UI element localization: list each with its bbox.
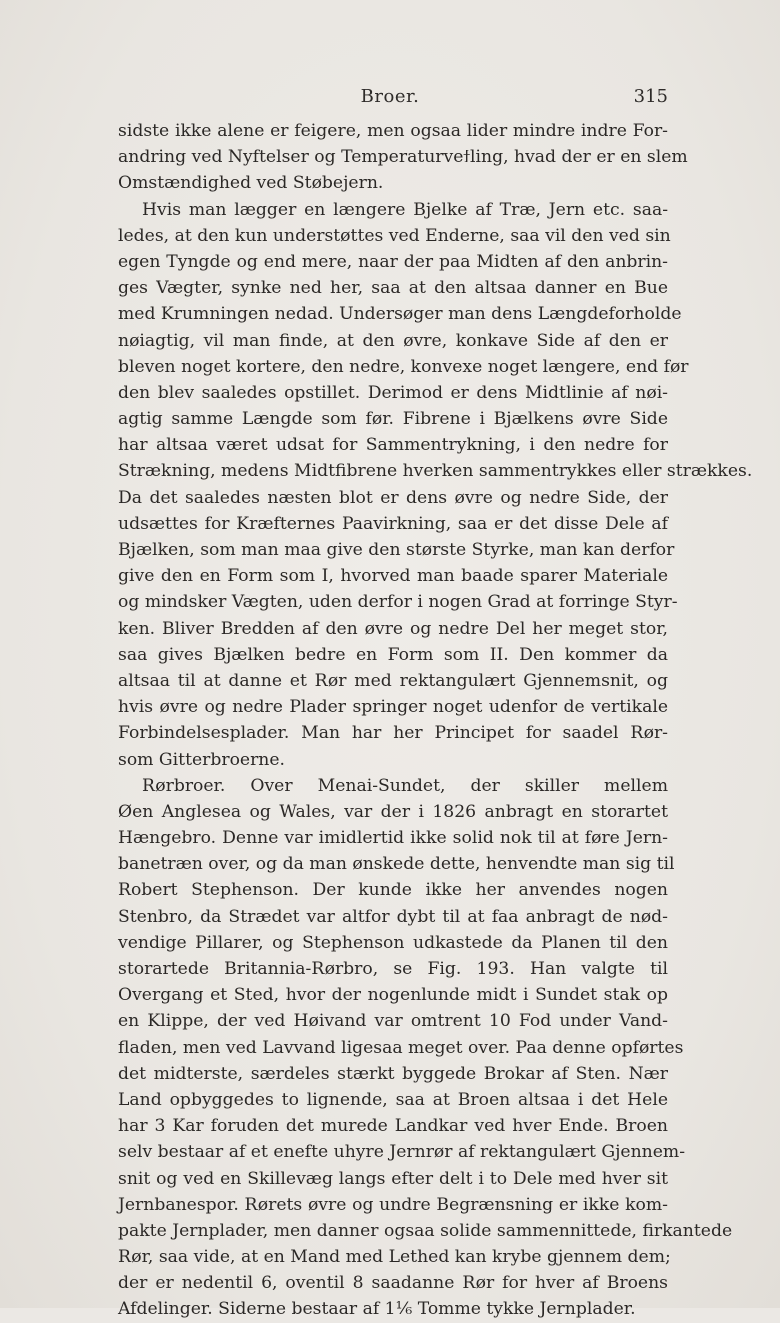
text-line: det midterste, særdeles stærkt byggede Brokar af Sten. Nær bbox=[118, 1063, 668, 1084]
text-line: give den en Form som I, hvorved man baade sparer Materiale bbox=[118, 566, 668, 587]
text-line: fladen, men ved Lavvand ligesaa meget over. Paa denne opførtes bbox=[118, 1037, 684, 1058]
text-line: Land opbyggedes to lignende, saa at Broen altsaa i det Hele bbox=[118, 1089, 668, 1110]
text-line: snit og ved en Skillevæg langs efter delt i to Dele med hver sit bbox=[118, 1168, 668, 1189]
text-line: med Krumningen nedad. Undersøger man dens Længdeforholde bbox=[118, 304, 682, 325]
text-line: Jernbanespor. Rørets øvre og undre Begrænsning er ikke kom- bbox=[118, 1194, 668, 1215]
text-line: Forbindelsesplader. Man har her Principet for saadel Rør- bbox=[118, 723, 668, 744]
text-line: og mindsker Vægten, uden derfor i nogen Grad at forringe Styr- bbox=[118, 592, 678, 613]
text-line: egen Tyngde og end mere, naar der paa Midten af den anbrin- bbox=[118, 251, 668, 272]
running-title: Broer. bbox=[360, 86, 420, 107]
text-line: Hængebro. Denne var imidlertid ikke solid nok til at føre Jern- bbox=[118, 828, 668, 849]
text-line: andring ved Nyftelser og Temperaturveϯling, hvad der er en slem bbox=[118, 147, 688, 168]
text-line: bleven noget kortere, den nedre, konvexe noget længere, end før bbox=[118, 356, 689, 377]
text-line: Hvis man lægger en længere Bjelke af Træ, Jern etc. saa- bbox=[142, 199, 668, 220]
text-line: Overgang et Sted, hvor der nogenlunde midt i Sundet stak op bbox=[118, 985, 668, 1006]
text-line: altsaa til at danne et Rør med rektangulært Gjennemsnit, og bbox=[118, 670, 668, 691]
text-line: saa gives Bjælken bedre en Form som II. Den kommer da bbox=[118, 644, 668, 665]
text-line: Øen Anglesea og Wales, var der i 1826 anbragt en storartet bbox=[118, 801, 668, 822]
text-line: Omstændighed ved Støbejern. bbox=[118, 173, 384, 194]
text-line: Da det saaledes næsten blot er dens øvre og nedre Side, der bbox=[118, 487, 668, 508]
text-line: hvis øvre og nedre Plader springer noget udenfor de vertikale bbox=[118, 697, 668, 718]
text-line: den blev saaledes opstillet. Derimod er dens Midtlinie af nøi- bbox=[118, 382, 668, 403]
text-line: udsættes for Kræfternes Paavirkning, saa er det disse Dele af bbox=[118, 513, 668, 534]
text-line: vendige Pillarer, og Stephenson udkastede da Planen til den bbox=[118, 932, 668, 953]
text-line: som Gitterbroerne. bbox=[118, 749, 286, 770]
text-line: har 3 Kar foruden det murede Landkar ved hver Ende. Broen bbox=[118, 1116, 668, 1137]
text-line: Rør, saa vide, at en Mand med Lethed kan krybe gjennem dem; bbox=[118, 1247, 671, 1268]
text-line: banetræn over, og da man ønskede dette, henvendte man sig til bbox=[118, 854, 675, 875]
text-line: sidste ikke alene er feigere, men ogsaa lider mindre indre For- bbox=[118, 121, 668, 141]
text-line: Rørbroer. Over Menai-Sundet, der skiller mellem bbox=[142, 775, 668, 796]
text-line: ges Vægter, synke ned her, saa at den altsaa danner en Bue bbox=[118, 278, 668, 299]
text-line: der er nedentil 6, oventil 8 saadanne Rør for hver af Broens bbox=[118, 1273, 668, 1294]
text-line: Afdelinger. Siderne bestaar af 1¹⁄₆ Tomme tykke Jernplader. bbox=[118, 1299, 636, 1320]
text-line: en Klippe, der ved Høivand var omtrent 10 Fod under Vand- bbox=[118, 1011, 668, 1032]
page-number: 315 bbox=[633, 86, 668, 107]
text-line: Strækning, medens Midtfibrene hverken sammentrykkes eller strækkes. bbox=[118, 461, 753, 482]
text-line: Bjælken, som man maa give den største Styrke, man kan derfor bbox=[118, 540, 675, 560]
text-line: pakte Jernplader, men danner ogsaa solide sammennittede, firkantede bbox=[118, 1220, 733, 1241]
page-body bbox=[118, 118, 753, 1323]
text-line: Robert Stephenson. Der kunde ikke her anvendes nogen bbox=[118, 880, 668, 901]
text-line: storartede Britannia-Rørbro, se Fig. 193. Han valgte til bbox=[118, 959, 668, 979]
text-line: har altsaa været udsat for Sammentrykning, i den nedre for bbox=[118, 435, 668, 456]
text-line: selv bestaar af et enefte uhyre Jernrør af rektangulært Gjennem- bbox=[118, 1142, 686, 1163]
text-line: Stenbro, da Strædet var altfor dybt til at faa anbragt de nød- bbox=[118, 906, 668, 927]
text-line: agtig samme Længde som før. Fibrene i Bjælkens øvre Side bbox=[118, 409, 668, 430]
text-line: ken. Bliver Bredden af den øvre og nedre Del her meget stor, bbox=[118, 618, 668, 639]
text-line: nøiagtig, vil man finde, at den øvre, konkave Side af den er bbox=[118, 330, 668, 351]
text-line: ledes, at den kun understøttes ved Enderne, saa vil den ved sin bbox=[118, 225, 671, 246]
